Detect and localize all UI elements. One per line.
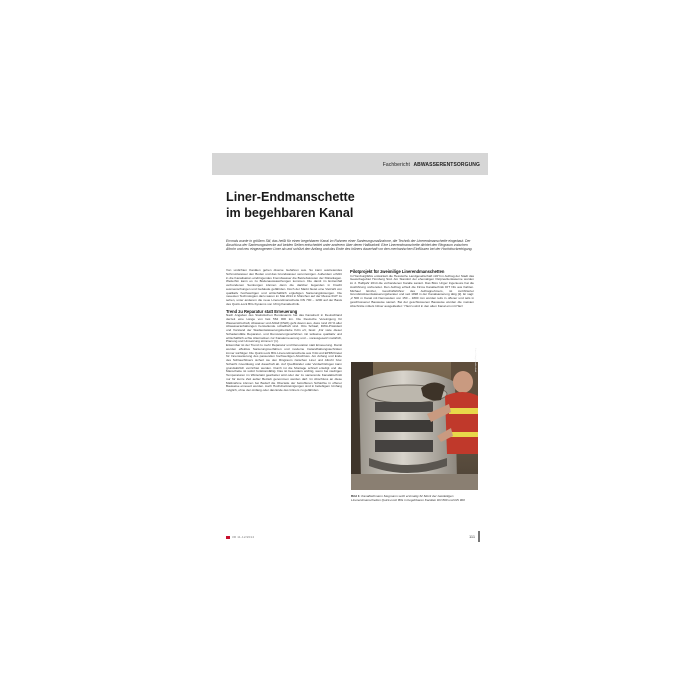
page-bar <box>478 531 480 542</box>
article-photo <box>351 348 478 490</box>
body-column-right <box>350 269 474 308</box>
photo-illustration <box>351 362 478 490</box>
article-title <box>226 190 476 221</box>
title-line-2: im begehbaren Kanal <box>226 205 354 220</box>
header-band <box>212 153 488 175</box>
magazine-issue: 3R 11-12/2014 <box>232 535 255 539</box>
page-number: 111 <box>469 534 476 539</box>
caption-text: Kanalfachmann Siegmann setzt erstmalig 32 Stück der zweiteiligen Linerendmanschetten Quick-Lock BIG in begehbaren Kanälen DN 800 und DN 900 <box>351 494 465 502</box>
magazine-logo-mark <box>226 536 230 539</box>
photo-caption <box>351 494 476 502</box>
header-category: Fachbericht <box>382 162 410 168</box>
subheading: Pilotprojekt für zweimilige Linerendmanschetten <box>350 269 445 274</box>
paragraph: Erkennbar ist der Trend zu mehr Reparatur und Renovation statt Erneuerung. Damit werden effektive Sanierungsverfahren und moderne Instandhaltungstechniken immer wichtiger. Die Quick-Lock BIG Linerendmanschette aus V4A und EPDM bietet für Innensanierung des passenden hochwertigen Abschluss. Am Anfang und Ende des Schlauchliners sichert sie den Ringraum zwischen Liner und Altrohr bzw. Schacht zuverlässig und dauerhaft ab. Auf Quellbänder oder Verdachtsfugen kann grundsätzlich verzichtet werden. Durch ist die Montage schnell erledigt und die Manschette ist sofort funktionsfähig. Das ist besonders wichtig, wenn bei niedrigen Temperaturen im Wintertakt gearbeitet wird oder der zu sanierende Kanalabschnitt nur für kurze Zeit außer Betrieb genommen werden darf. Im Abschluss an diese Maßnahme können bei Bedarf die Oberteile der betroffenen Schächte in offener Bauweise erneuert werden. Auch Hochdruckreinigungen sind in beliebigem Umfang möglich, ohne den Anfang oder das Ende des Inliners zu gefährden. <box>226 343 342 392</box>
header-label <box>383 162 480 168</box>
article-intro: Ercmals wurde in größem Stil, das heißt für einen begehbaren Kanal im Rahmen einer Sanierungsmaßnahme, die Technik der Linerendmanschette eingebaut. Der Abschluss der Sanierungsstrecke auf beiden Seiten entscheidet unter anderem über deren Haltbarkeit. Eine Linerendmanschette dichtet den Ringraum zwischen Altrohr und neu eingezogenem Liner ab und schützt den Anfang und das Ende des Inliners dauerhaft vor den mechanischen Einflüssen bei der Hochdruckreinigung. <box>226 239 473 252</box>
magazine-page <box>212 153 488 545</box>
body-column-left <box>226 269 342 393</box>
header-section: ABWASSERENTSORGUNG <box>413 162 480 168</box>
subheading: Trend zu Reparatur statt Erneuerung <box>226 308 298 314</box>
photo-credit: Foto: Uhrig Kanaltechnik <box>474 348 476 372</box>
paragraph: In Homburg/Efze entwickelt die Hessische Landgesellschaft mbH im Auftrag der Stadt das Gewerbegebiet Homberg Süd. Am Standort der ehemaligen Ostpreußenkaserne wurden im 2. Halbjahr 2014 die vorhandenen Kanäle saniert. Das Büro Unger Ingenieure hat die Ausführung vorbereitet. Den Auftrag erhielt die Firma Kanaltechnik DIT NG aus Kahlen. Michael Einzler, Geschäftsführer des Auftragnehmers, ist zertifizierter Grundstücksentwässerungsberater und seit 1998 in der Kanalsanierung tätig [2]. Er sagt: „2 500 m Kanal mit Nennweiten von 150 – 1800 mm wurden teils in offener und teils in geschlossener Bauweise saniert. Bei der geschlossenen Bauweise wurden die meisten Abschnitte mittels Inliner ausgekleidet.“ Hierzu wird in den alten Kanal ein mit Harz <box>350 273 474 308</box>
caption-label: Bild 1: <box>351 494 361 498</box>
paragraph: Von undichten Kanälen gehen diverse Gefahren aus. So kann austretendes Schmutzwasser den Boden und das Grundwasser verunreinigen. Außerdem erhöht in die Kanalisation eindringendes Fremdwasser die Betriebskosten der Kläranlagen. Weiterhin kann es zu Bodenauswaschungen kommen. Die damit im Extremfall verbundenen Senkungen können dann die darüber liegenden in Fracht ausmenschungen und Gebäude gefährden. Doch der Markt bietet eine Vielzahl von qualitativ hochwertigen und wirtschaftlich ergiebigen Sanierungslösungen. Die neuesten Technologien dazu waren im Mai 2014 in München auf der Messe IFAT zu sehen, unter anderem die neue Linerendmanschette DN 700 – 1200 auf der Basis des Quick-Lock BIG-Systems von Uhrig Kanaltechnik. <box>226 268 342 306</box>
title-line-1: Liner-Endmanschette <box>226 190 355 204</box>
paragraph: Nach Angaben des Statistischen Bundesamts hat das Kanalnetz in Deutschland derzeit eine Länge von fast 562 000 km. Die Deutsche Vereinigung für Wasserwirtschaft, Abwasser und Abfall (DWA) geht davon aus, dass rund 20 % aller Abwasseranhaltungen herstellende schadhaft sind. Otto Schaaf, DWA-Präsident und Vorstand der Stadtentwässerungsbetriebe Köln eV, fasst: „Für viele dieser Schadensfälle Reparatur- und Renovierungsverfahren mit teilweise qualitativ und wirtschaftlich echte Alternativen zur Kanalerneuerung und – vorausgesetzt natürlich, Planung und Umsetzung stimmen“ [1]. <box>226 313 342 344</box>
